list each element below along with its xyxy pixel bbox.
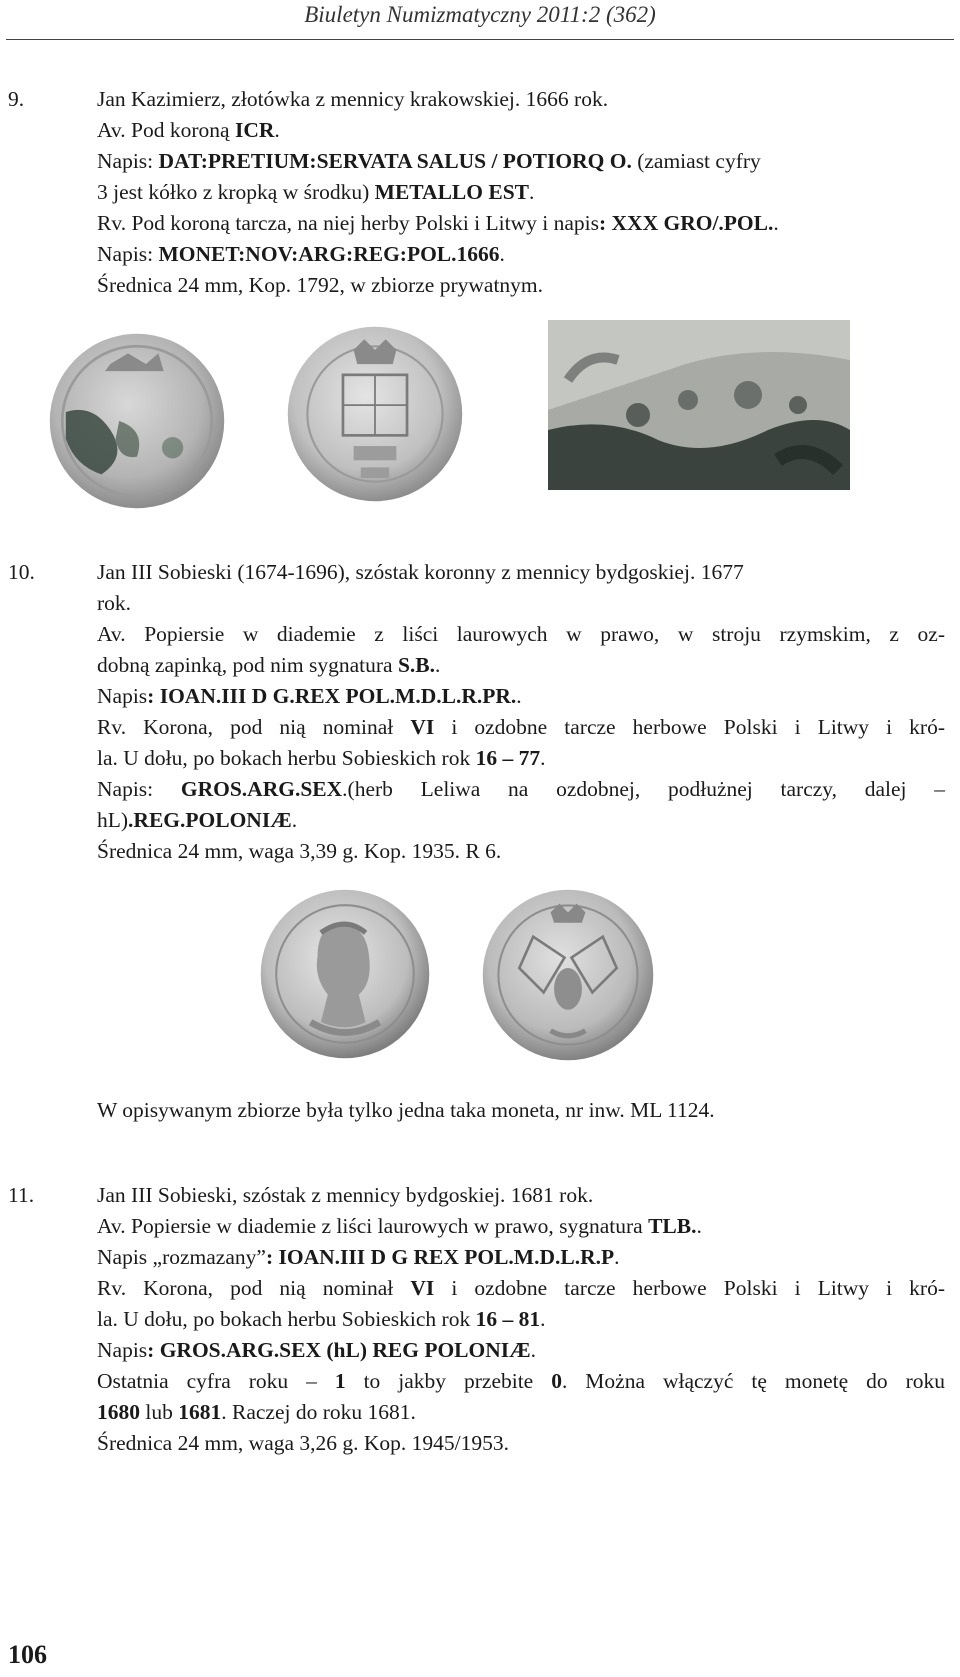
- coin-9-legend-detail-photo: [548, 320, 850, 490]
- obverse-legend: Napis: IOAN.III D G.REX POL.M.D.L.R.PR..: [97, 684, 522, 708]
- entry-description: [97, 84, 945, 301]
- reverse-description: Rv. Korona, pod nią nominał VI i ozdobne tarcze herbowe Polski i Litwy i kró-: [97, 1276, 946, 1300]
- obverse-description: Av. Popiersie w diademie z liści laurowych w prawo, sygnatura TLB..: [97, 1214, 702, 1238]
- entry-title: Jan III Sobieski (1674-1696), szóstak koronny z mennicy bydgoskiej. 1677: [97, 560, 744, 584]
- page-number: 106: [8, 1640, 47, 1669]
- coin-10-obverse-photo: [256, 888, 434, 1060]
- dimensions-reference: Średnica 24 mm, Kop. 1792, w zbiorze prywatnym.: [97, 273, 544, 297]
- obverse-description: Av. Pod koroną ICR.: [97, 118, 280, 142]
- obverse-legend: Napis: DAT:PRETIUM:SERVATA SALUS / POTIORQ O. (zamiast cyfry: [97, 149, 761, 173]
- entry-number: 9.: [8, 87, 25, 111]
- obverse-description: Av. Popiersie w diademie z liści laurowych w prawo, w stroju rzymskim, z oz-: [97, 622, 945, 646]
- obverse-description-cont: dobną zapinką, pod nim sygnatura S.B..: [97, 653, 441, 677]
- reverse-description-cont: la. U dołu, po bokach herbu Sobieskich rok 16 – 81.: [97, 1307, 546, 1331]
- reverse-description: Rv. Pod koroną tarcza, na niej herby Polski i Litwy i napis: XXX GRO/.POL..: [97, 211, 779, 235]
- entry-title-cont: rok.: [97, 591, 132, 615]
- reverse-legend-cont: hL).REG.POLONIÆ.: [97, 808, 298, 832]
- year-note-cont: 1680 lub 1681. Raczej do roku 1681.: [97, 1400, 416, 1424]
- entry-title: Jan III Sobieski, szóstak z mennicy bydgoskiej. 1681 rok.: [97, 1183, 594, 1207]
- dimensions-reference: Średnica 24 mm, waga 3,26 g. Kop. 1945/1953.: [97, 1431, 510, 1455]
- entry-number: 11.: [8, 1183, 35, 1207]
- reverse-legend: Napis: GROS.ARG.SEX (hL) REG POLONIÆ.: [97, 1338, 537, 1362]
- collection-note: W opisywanym zbiorze była tylko jedna taka moneta, nr inw. ML 1124.: [97, 1098, 715, 1122]
- reverse-legend: Napis: GROS.ARG.SEX.(herb Leliwa na ozdobnej, podłużnej tarczy, dalej –: [97, 777, 945, 801]
- coin-9-obverse-photo: [48, 332, 226, 510]
- entry-title: Jan Kazimierz, złotówka z mennicy krakowskiej. 1666 rok.: [97, 87, 609, 111]
- obverse-legend: Napis „rozmazany”: IOAN.III D G REX POL.M.D.L.R.P.: [97, 1245, 620, 1269]
- reverse-legend: Napis: MONET:NOV:ARG:REG:POL.1666.: [97, 242, 505, 266]
- coin-10-reverse-photo: [480, 888, 656, 1062]
- running-header: [0, 0, 960, 42]
- dimensions-reference: Średnica 24 mm, waga 3,39 g. Kop. 1935. R 6.: [97, 839, 502, 863]
- header-divider: [6, 39, 954, 40]
- reverse-description: Rv. Korona, pod nią nominał VI i ozdobne tarcze herbowe Polski i Litwy i kró-: [97, 715, 946, 739]
- journal-title: Biuletyn Numizmatyczny 2011:2 (362): [304, 2, 656, 27]
- entry-description: [97, 557, 945, 867]
- reverse-description-cont: la. U dołu, po bokach herbu Sobieskich rok 16 – 77.: [97, 746, 546, 770]
- entry-number: 10.: [8, 560, 35, 584]
- obverse-legend-cont: 3 jest kółko z kropką w środku) METALLO EST.: [97, 180, 535, 204]
- year-note: Ostatnia cyfra roku – 1 to jakby przebite 0. Można włączyć tę monetę do roku: [97, 1369, 945, 1393]
- entry-description: [97, 1180, 945, 1459]
- coin-9-reverse-photo: [286, 324, 464, 504]
